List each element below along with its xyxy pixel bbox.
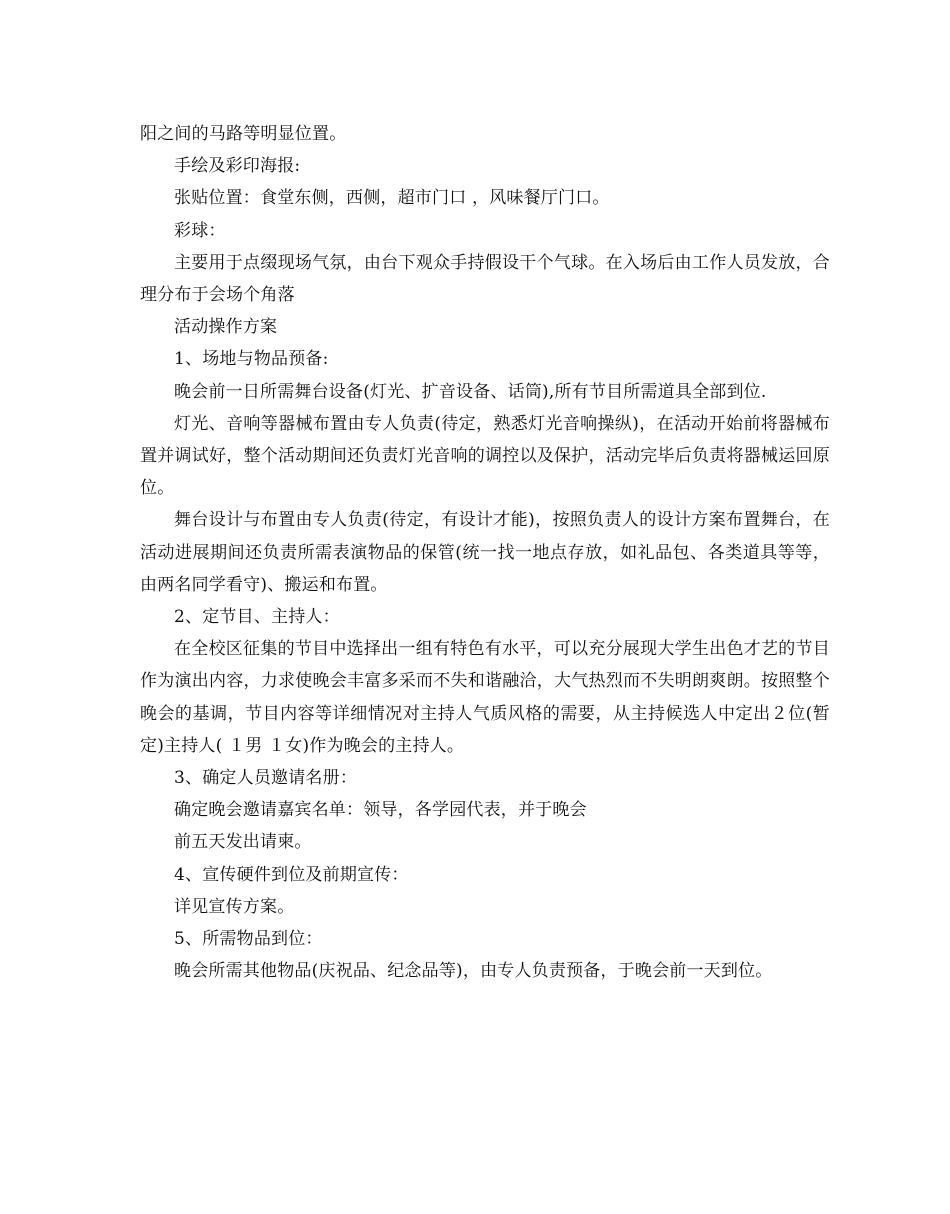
paragraph-6: 活动操作方案: [174, 317, 278, 338]
paragraph-12: 在全校区征集的节目中选择出一组有特色有水平，可以充分展现大学生出色才艺的节目作为演出内容，力求使晚会丰富多采而不失和谐融洽，大气热烈而不失明朗爽朗。按照整个晚会的基调，节目内容等详细情况对主持人气质风格的需要，从主持候选人中定出２位(暂定)主持人( １男 １女)作为晚会的主持人。: [140, 639, 830, 756]
paragraph-1: 阳之间的马路等明显位置。: [140, 124, 347, 144]
paragraph-15: 前五天发出请柬。: [174, 832, 312, 853]
paragraph-11: 2、定节目、主持人：: [174, 607, 340, 628]
paragraph-16: 4、宣传硬件到位及前期宣传：: [174, 864, 409, 885]
paragraph-9: 灯光、音响等器械布置由专人负责(待定，熟悉灯光音响操纵)，在活动开始前将器械布置并调试好，整个活动期间还负责灯光音响的调控以及保护，活动完毕后负责将器械运回原位。: [140, 413, 830, 499]
paragraph-8: 晚会前一日所需舞台设备(灯光、扩音设备、话筒),所有节目所需道具全部到位.: [174, 381, 767, 402]
paragraph-19: 晚会所需其他物品(庆祝品、纪念品等)，由专人负责预备，于晚会前一天到位。: [174, 961, 773, 982]
paragraph-10: 舞台设计与布置由专人负责(待定，有设计才能)，按照负责人的设计方案布置舞台，在活动进展期间还负责所需表演物品的保管(统一找一地点存放，如礼品包、各类道具等等，由两名同学看守)、搬运和布置。: [140, 510, 830, 595]
paragraph-13: 3、确定人员邀请名册：: [174, 768, 358, 789]
paragraph-2: 手绘及彩印海报:: [174, 156, 301, 177]
document-body: [140, 118, 830, 987]
paragraph-4: 彩球：: [174, 220, 226, 241]
paragraph-17: 详见宣传方案。: [174, 896, 295, 917]
paragraph-18: 5、所需物品到位：: [174, 929, 323, 950]
paragraph-5: 主要用于点缀现场气氛，由台下观众手持假设干个气球。在入场后由工作人员发放，合理分布于会场个角落: [140, 252, 830, 306]
paragraph-3: 张贴位置：食堂东侧，西侧，超市门口 ，风味餐厅门口。: [174, 188, 610, 209]
paragraph-7: 1、场地与物品预备:: [174, 349, 329, 370]
paragraph-14: 确定晚会邀请嘉宾名单：领导，各学园代表，并于晚会: [174, 800, 587, 821]
